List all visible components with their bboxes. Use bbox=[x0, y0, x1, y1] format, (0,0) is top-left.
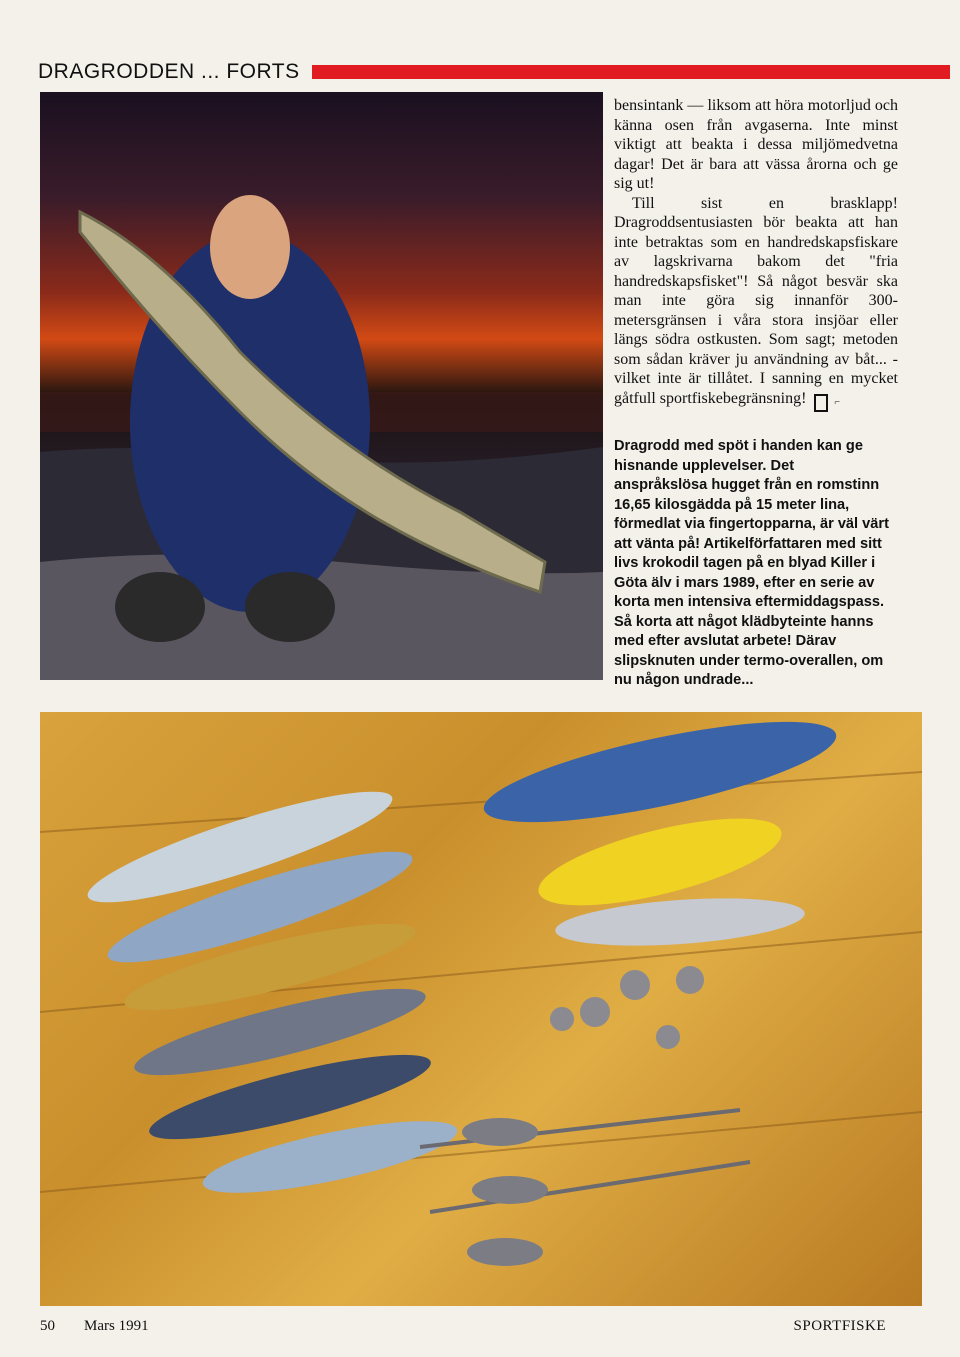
article-paragraph: Till sist en brasklapp! Dragroddsentusiasten bör beakta att han inte betraktas som en handredskapsfiskare av lagskrivarna bakom det "fria handredskapsfisket"! Så något besvär ska man inte göra sig innanför 300-metersgränsen i våra stora insjöar eller längs södra ostkusten. Som sagt; metoden som sådan kräver ju användning av båt... - vilket inte är tillåtet. I sanning en mycket gåtfull sportfiskebegränsning! ⌐ bbox=[614, 194, 898, 412]
end-of-article-icon: ⌐ bbox=[814, 394, 828, 412]
article-text bbox=[614, 96, 898, 412]
red-rule bbox=[312, 65, 950, 79]
article-paragraph: bensintank — liksom att höra motorljud och känna osen från avgaserna. Inte minst viktigt att beakta i dessa miljömedvetna dagar! Det är bara att vässa årorna och ge sig ut! bbox=[614, 97, 898, 192]
page-header bbox=[38, 58, 950, 86]
pike-photo-illustration bbox=[40, 92, 603, 680]
issue-date: Mars 1991 bbox=[84, 1318, 149, 1334]
page-number: 50 bbox=[40, 1318, 55, 1334]
pike-photo bbox=[40, 92, 603, 680]
magazine-name: SPORTFISKE bbox=[793, 1318, 886, 1334]
photo-caption: Dragrodd med spöt i handen kan ge hisnande upplevelser. Det anspråkslösa hugget från en romstinn 16,65 kilosgädda på 15 meter lina, förmedlat via fingertopparna, är väl värt att vänta på! Artikelförfattaren med sitt livs krokodil tagen på en blyad Killer i Göta älv i mars 1989, efter en serie av korta men intensiva eftermiddagspass. Så korta att något klädbyteinte hanns med efter avslutat arbete! Därav slipsknuten under termo-overallen, om nu någon undrade... bbox=[614, 438, 889, 688]
lures-photo-illustration bbox=[40, 712, 922, 1306]
section-label: DRAGRODDEN ... FORTS bbox=[38, 60, 300, 83]
lures-photo bbox=[40, 712, 922, 1306]
